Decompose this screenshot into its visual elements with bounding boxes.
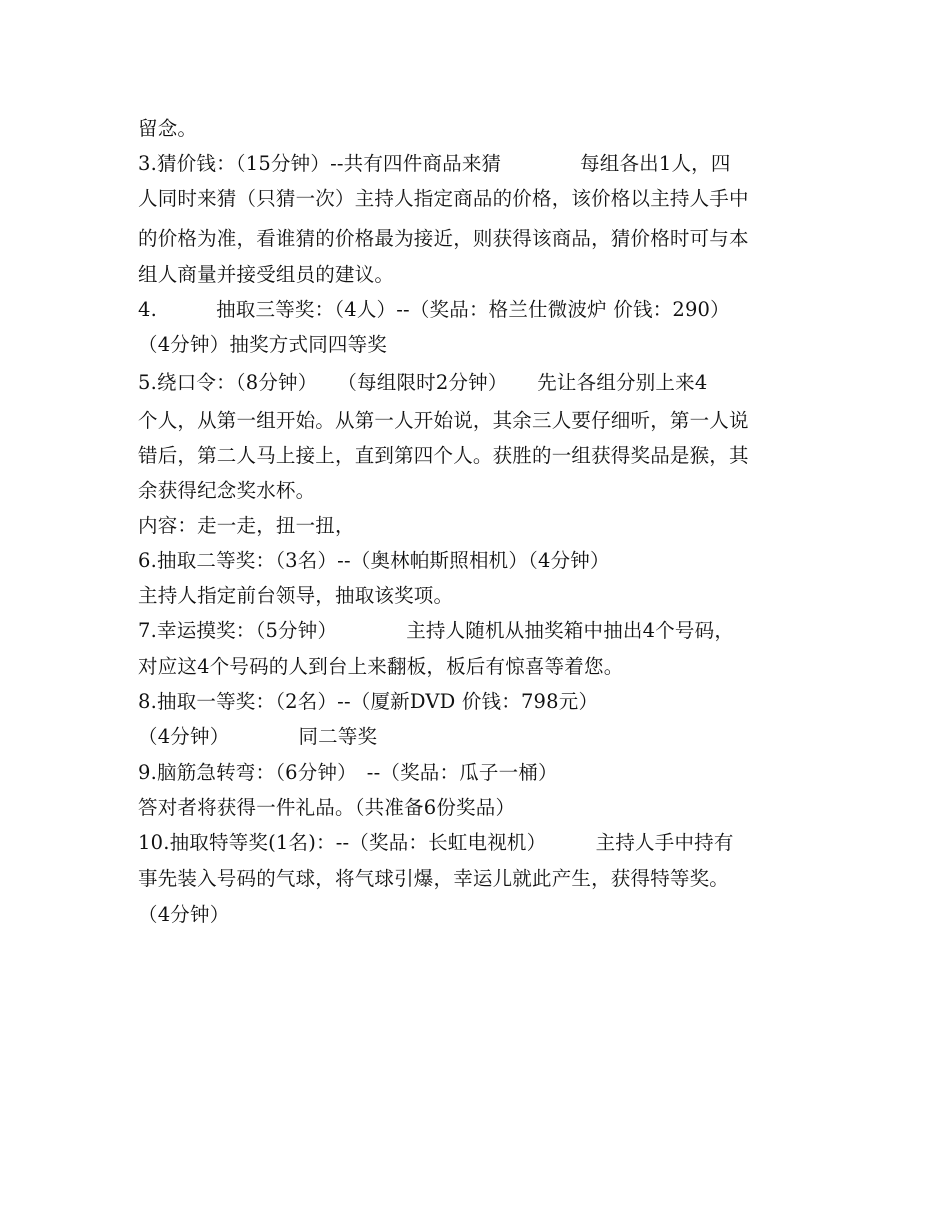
text-line: 答对者将获得一件礼品。（共准备6份奖品）: [138, 796, 516, 819]
text-line: 7.幸运摸奖：（5分钟） 主持人随机从抽奖箱中抽出4个号码，: [138, 619, 735, 642]
text-line: 的价格为准，看谁猜的价格最为接近，则获得该商品，猜价格时可与本: [138, 227, 749, 250]
text-line: 人同时来猜（只猜一次）主持人指定商品的价格，该价格以主持人手中: [138, 187, 749, 210]
text-line: 6.抽取二等奖：（3名）--（奥林帕斯照相机）（4分钟）: [138, 549, 610, 572]
text-line: 8.抽取一等奖：（2名）--（厦新DVD 价钱：798元）: [138, 690, 599, 713]
text-line: 主持人指定前台领导，抽取该奖项。: [138, 584, 454, 607]
text-line: 对应这4个号码的人到台上来翻板，板后有惊喜等着您。: [138, 655, 624, 678]
text-line: 3.猜价钱：（15分钟）--共有四件商品来猜 每组各出1人，四: [138, 152, 731, 175]
text-line: 错后，第二人马上接上，直到第四个人。获胜的一组获得奖品是猴，其: [138, 444, 749, 467]
text-line: 10.抽取特等奖(1名)：--（奖品：长虹电视机） 主持人手中持有: [138, 831, 734, 854]
text-line: 组人商量并接受组员的建议。: [138, 263, 395, 286]
text-line: （4分钟）抽奖方式同四等奖: [138, 333, 388, 356]
text-line: 5.绕口令：（8分钟） （每组限时2分钟） 先让各组分别上来4: [138, 371, 708, 394]
text-line: 事先装入号码的气球，将气球引爆，幸运儿就此产生，获得特等奖。: [138, 867, 730, 890]
text-line: （4分钟）: [138, 903, 230, 926]
text-line: 4. 抽取三等奖：（4人）--（奖品：格兰仕微波炉 价钱：290）: [138, 298, 730, 321]
text-line: 留念。: [138, 117, 198, 140]
text-line: 9.脑筋急转弯：（6分钟） --（奖品：瓜子一桶）: [138, 761, 558, 784]
text-line: 余获得纪念奖水杯。: [138, 479, 316, 502]
text-line: （4分钟） 同二等奖: [138, 725, 378, 748]
text-line: 内容：走一走，扭一扭，: [138, 514, 355, 537]
text-line: 个人，从第一组开始。从第一人开始说，其余三人要仔细听，第一人说: [138, 409, 749, 432]
